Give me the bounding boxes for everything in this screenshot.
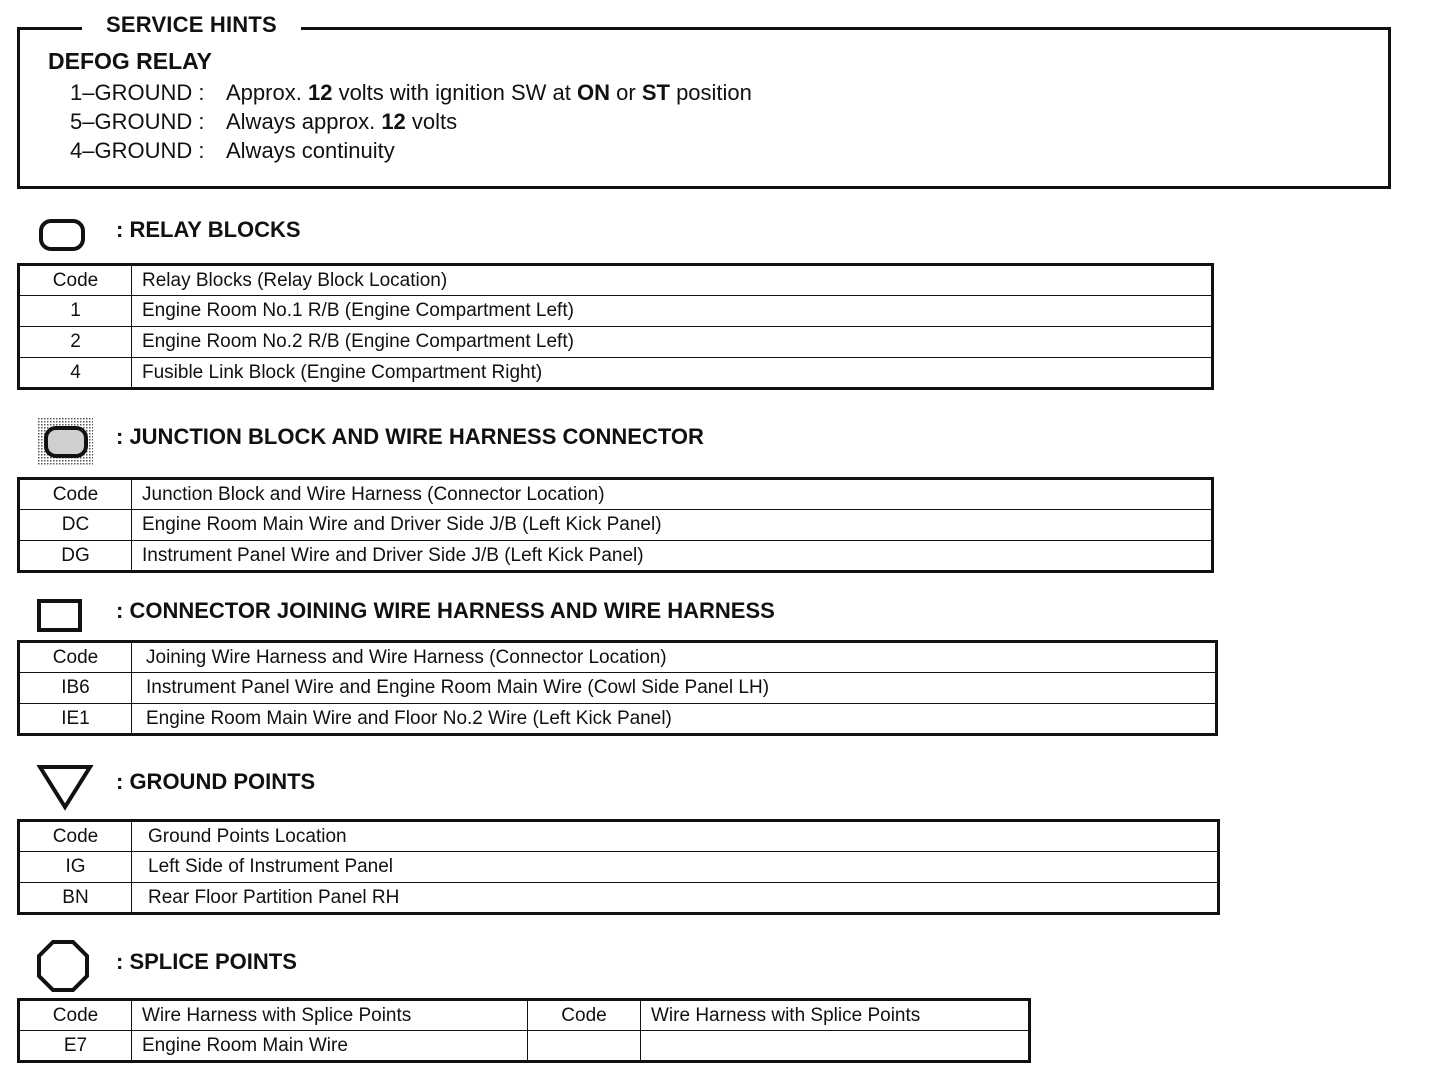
table-row	[19, 704, 1217, 735]
relay-blocks-title: : RELAY BLOCKS	[116, 217, 301, 242]
table-row	[19, 1031, 1030, 1062]
row-code: IE1	[19, 704, 132, 735]
header-wire-harness: Wire Harness with Splice Points	[132, 1000, 528, 1031]
connector-title: : CONNECTOR JOINING WIRE HARNESS AND WIRE HARNESS	[116, 598, 775, 623]
service-hints-box	[17, 27, 1391, 189]
row-location: Instrument Panel Wire and Driver Side J/B (Left Kick Panel)	[132, 541, 1213, 572]
row-code: 2	[19, 327, 132, 358]
table-header-row	[19, 479, 1213, 510]
service-hints-title: SERVICE HINTS	[82, 12, 301, 38]
table-row	[19, 510, 1213, 541]
header-location: Relay Blocks (Relay Block Location)	[132, 265, 1213, 296]
header-location: Ground Points Location	[132, 821, 1219, 852]
row-location: Instrument Panel Wire and Engine Room Main Wire (Cowl Side Panel LH)	[132, 673, 1217, 704]
table-header-row	[19, 821, 1219, 852]
table-row	[19, 883, 1219, 914]
row-code: IB6	[19, 673, 132, 704]
table-row	[19, 541, 1213, 572]
header-location: Junction Block and Wire Harness (Connector Location)	[132, 479, 1213, 510]
row-location: Engine Room No.1 R/B (Engine Compartment Left)	[132, 296, 1213, 327]
ground-point-icon	[36, 763, 94, 811]
relay-block-icon	[38, 218, 86, 252]
row-code: BN	[19, 883, 132, 914]
table-row	[19, 673, 1217, 704]
row-code: 1	[19, 296, 132, 327]
ground-points-title: : GROUND POINTS	[116, 769, 316, 794]
row-code: E7	[19, 1031, 132, 1062]
table-header-row	[19, 642, 1217, 673]
junction-block-table	[17, 477, 1214, 573]
splice-point-icon	[36, 939, 90, 993]
row-wire-harness: Engine Room Main Wire	[132, 1031, 528, 1062]
junction-block-title: : JUNCTION BLOCK AND WIRE HARNESS CONNECTOR	[116, 424, 704, 449]
header-code: Code	[19, 1000, 132, 1031]
ground-points-table	[17, 819, 1220, 915]
connector-icon	[37, 599, 83, 633]
row-code-2	[528, 1031, 641, 1062]
row-location: Engine Room No.2 R/B (Engine Compartment Left)	[132, 327, 1213, 358]
defog-relay-heading: DEFOG RELAY	[48, 48, 213, 74]
table-header-row	[19, 265, 1213, 296]
row-location: Rear Floor Partition Panel RH	[132, 883, 1219, 914]
row-location: Engine Room Main Wire and Driver Side J/B (Left Kick Panel)	[132, 510, 1213, 541]
header-code: Code	[19, 265, 132, 296]
relay-blocks-table	[17, 263, 1214, 390]
header-code: Code	[19, 821, 132, 852]
splice-points-title: : SPLICE POINTS	[116, 949, 297, 974]
row-location: Engine Room Main Wire and Floor No.2 Wire (Left Kick Panel)	[132, 704, 1217, 735]
header-location: Joining Wire Harness and Wire Harness (Connector Location)	[132, 642, 1217, 673]
hint-line-1: 1–GROUND : Approx. 12 volts with ignition SW at ON or ST position	[70, 80, 752, 105]
header-code-2: Code	[528, 1000, 641, 1031]
row-location: Left Side of Instrument Panel	[132, 852, 1219, 883]
hint-line-3: 4–GROUND : Always continuity	[70, 138, 395, 163]
hint-line-2: 5–GROUND : Always approx. 12 volts	[70, 109, 458, 134]
header-code: Code	[19, 479, 132, 510]
row-code: DG	[19, 541, 132, 572]
junction-block-icon	[38, 418, 93, 466]
splice-points-table	[17, 998, 1031, 1063]
row-wire-harness-2	[641, 1031, 1030, 1062]
table-row	[19, 327, 1213, 358]
table-row	[19, 852, 1219, 883]
header-wire-harness-2: Wire Harness with Splice Points	[641, 1000, 1030, 1031]
row-code: 4	[19, 358, 132, 389]
table-row	[19, 296, 1213, 327]
table-header-row	[19, 1000, 1030, 1031]
table-row	[19, 358, 1213, 389]
row-code: IG	[19, 852, 132, 883]
row-code: DC	[19, 510, 132, 541]
row-location: Fusible Link Block (Engine Compartment Right)	[132, 358, 1213, 389]
connector-table	[17, 640, 1218, 736]
header-code: Code	[19, 642, 132, 673]
